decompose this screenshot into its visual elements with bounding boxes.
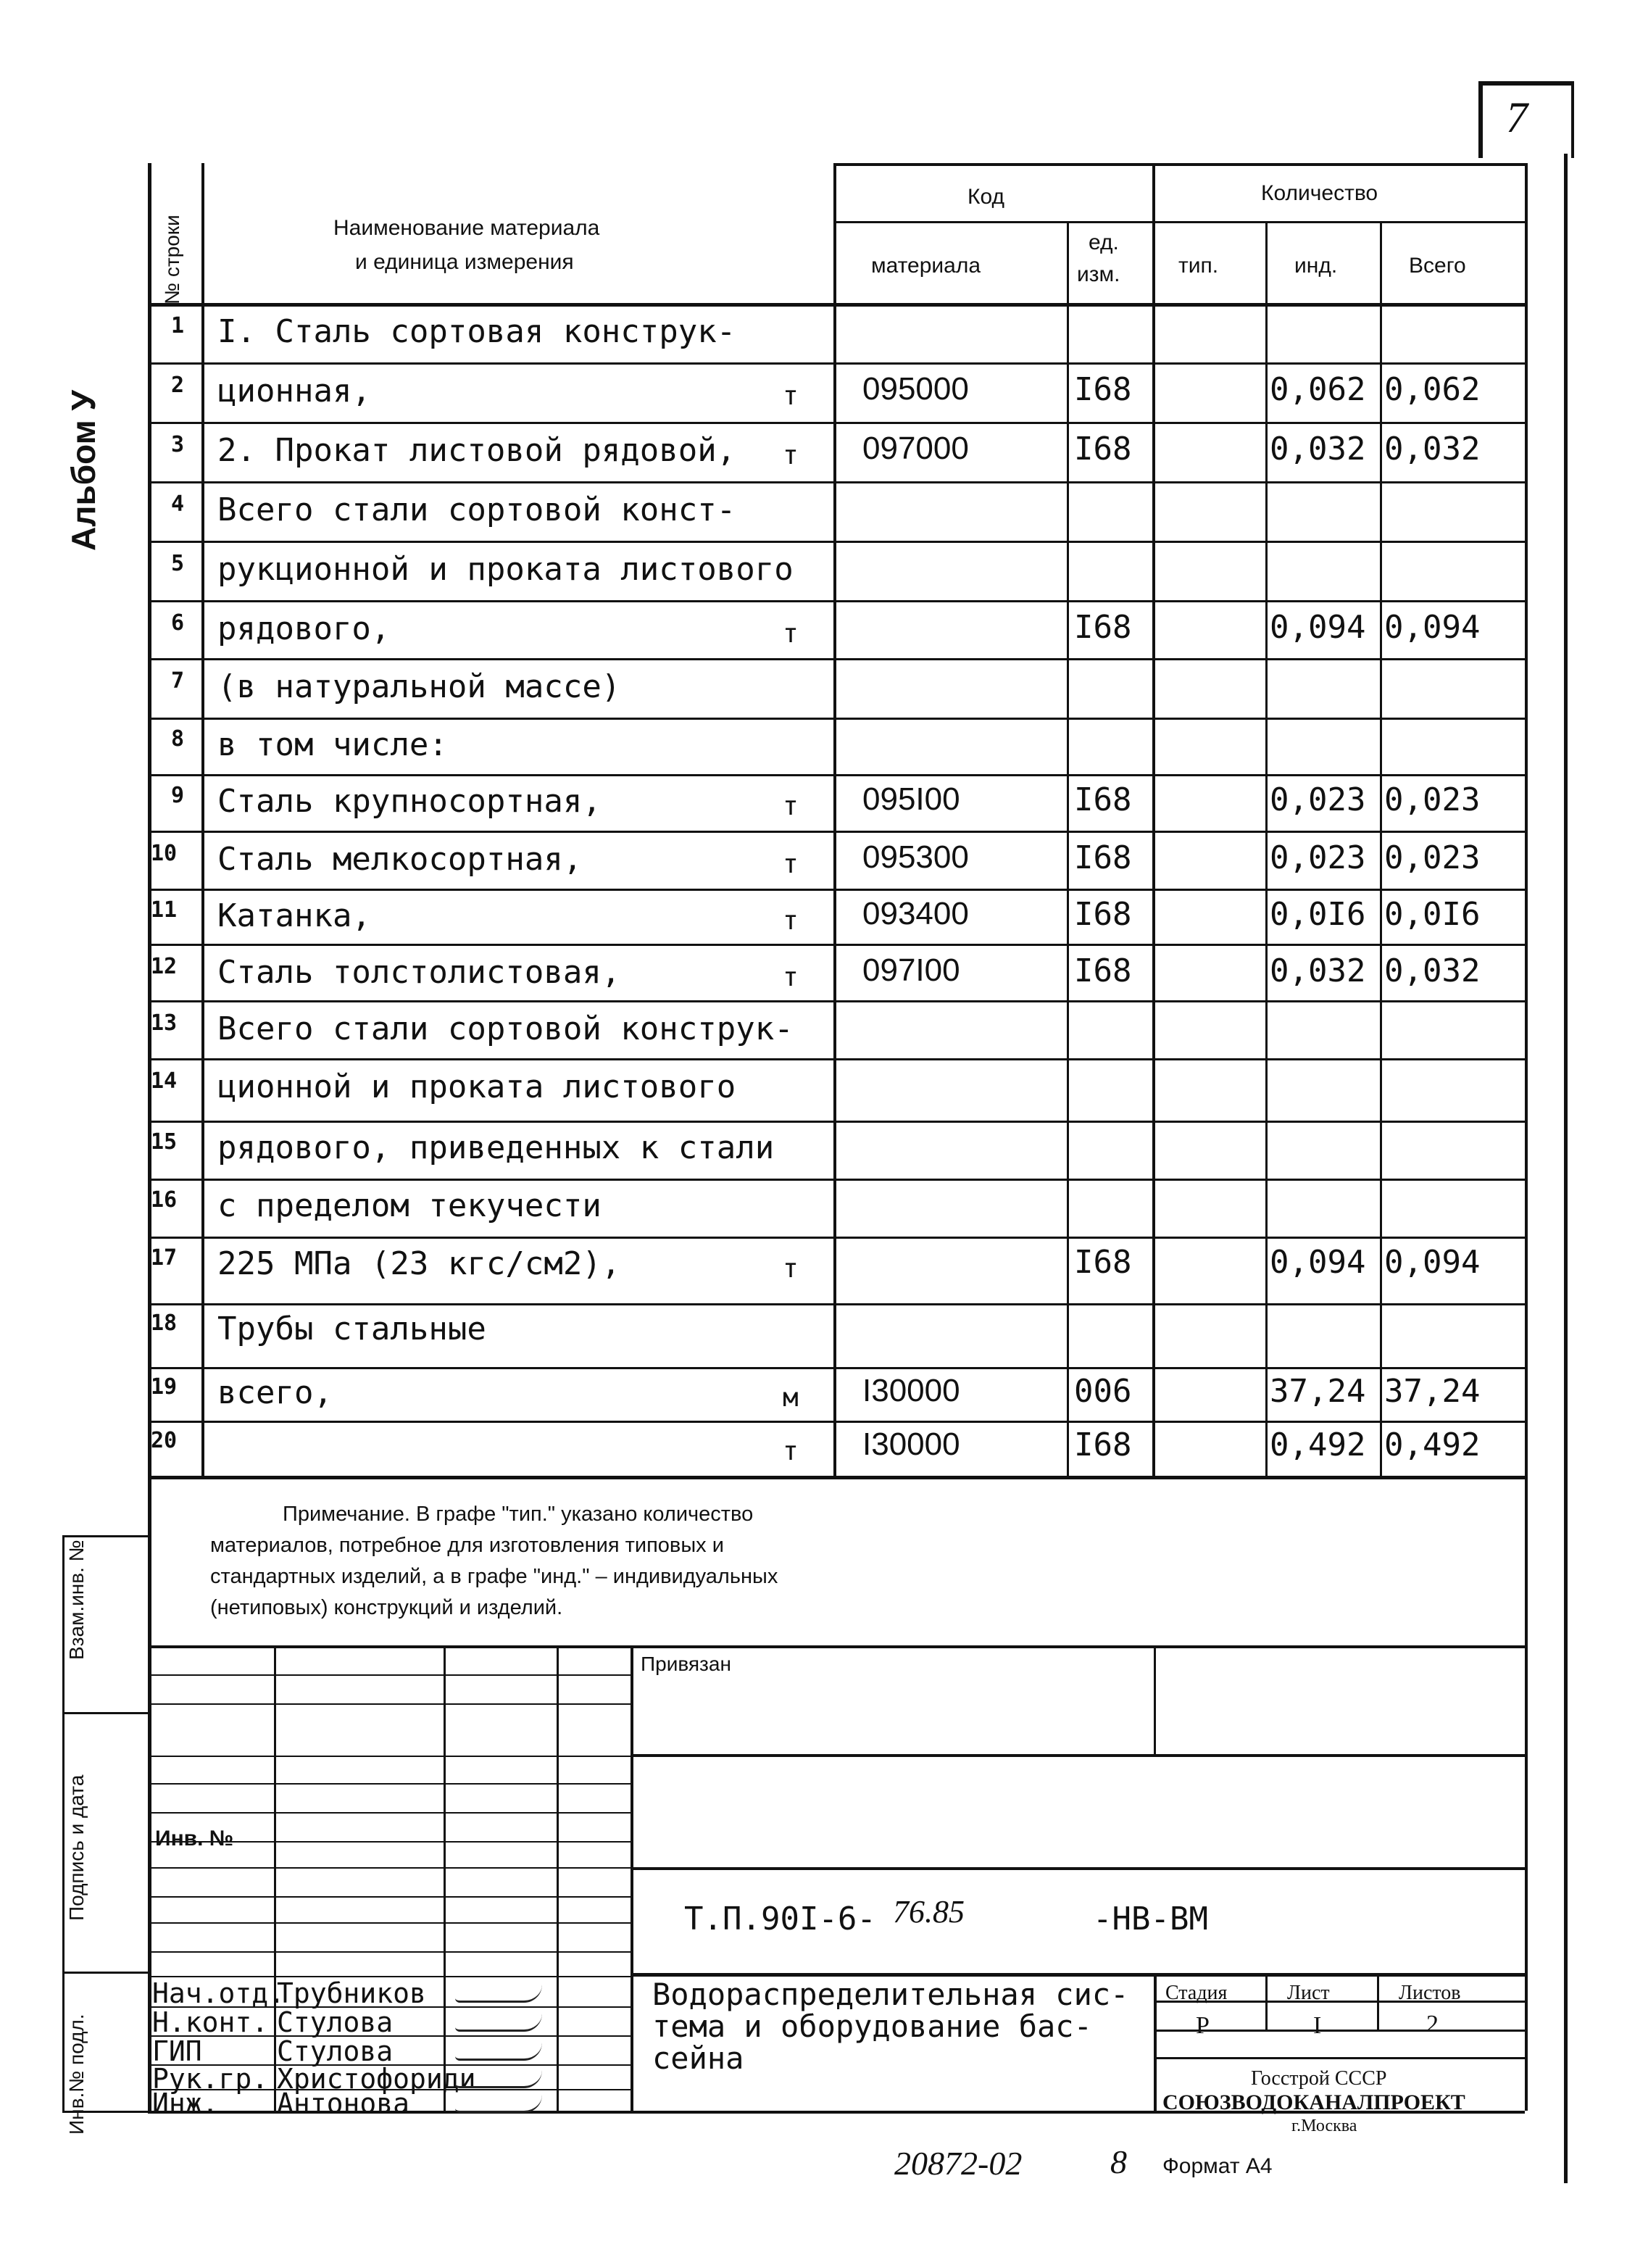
org-line-2: СОЮЗВОДОКАНАЛПРОЕКТ (1162, 2090, 1465, 2114)
stamp-line (62, 1712, 148, 1714)
stamp-line (62, 1535, 148, 1537)
row-material-code: 095I00 (862, 781, 960, 817)
stamp-line (631, 1645, 633, 2111)
row-number: 16 (151, 1187, 178, 1213)
footer-format: Формат А4 (1162, 2154, 1273, 2178)
row-material-code: I30000 (862, 1426, 960, 1462)
row-material-name: Всего стали сортовой конст- (217, 491, 736, 528)
header-total: Всего (1409, 254, 1466, 278)
row-number: 19 (151, 1374, 178, 1400)
note-line: материалов, потребное для изготовления типовых и (210, 1534, 724, 1557)
grid-line (148, 1179, 1525, 1181)
row-material-code: 095000 (862, 371, 969, 407)
row-material-name: Всего стали сортовой конструк- (217, 1010, 794, 1047)
row-unit-code: I68 (1074, 371, 1132, 408)
row-unit-code: I68 (1074, 952, 1132, 989)
header-code: Код (968, 185, 1005, 209)
signature (455, 2070, 542, 2088)
stamp-line (1525, 1476, 1528, 2111)
sheets-label: Листов (1399, 1982, 1461, 2004)
row-ind: 0,094 (1270, 609, 1366, 646)
row-ind: 0,023 (1270, 781, 1366, 818)
row-unit-code: I68 (1074, 609, 1132, 646)
grid-line (148, 658, 1525, 660)
project-title-line: Водораспределительная сис- (652, 1977, 1129, 2012)
grid-line (833, 163, 1525, 166)
row-material-code: 093400 (862, 896, 969, 931)
stamp-line (148, 1674, 631, 1676)
grid-line (148, 718, 1525, 720)
row-total: 0,032 (1384, 952, 1481, 989)
row-number: 12 (151, 954, 178, 979)
project-title-line: сейна (652, 2040, 744, 2076)
note-block (210, 1499, 778, 1624)
row-unit-code: I68 (1074, 1426, 1132, 1463)
row-number: 5 (171, 551, 185, 576)
sheets-value: 2 (1426, 2011, 1439, 2038)
row-number: 8 (171, 726, 185, 752)
grid-line (148, 831, 1525, 833)
side-label-inv-podl: Инв.№ подл. (65, 2014, 88, 2135)
row-material-name: ционной и проката листового (217, 1068, 736, 1105)
sheet-label: Лист (1287, 1982, 1330, 2004)
row-material-name: 225 МПа (23 кгс/см2), (217, 1245, 621, 1282)
signer-name: Антонова (277, 2088, 410, 2119)
header-unit-code-1: ед. (1089, 230, 1119, 254)
row-number: 14 (151, 1068, 178, 1094)
header-material-code: материала (871, 254, 981, 278)
inv-no-label: Инв. № (155, 1827, 234, 1850)
row-ind: 0,062 (1270, 371, 1366, 408)
grid-line (148, 889, 1525, 891)
row-material-code: 097I00 (862, 952, 960, 988)
header-name-line2: и единица измерения (355, 250, 574, 274)
stamp-line (444, 1645, 446, 2111)
grid-line (1265, 221, 1268, 1476)
stamp-line (62, 1535, 65, 2111)
grid-line (1380, 221, 1382, 1476)
row-material-name: рядового, (217, 610, 391, 647)
row-total: 0,094 (1384, 1244, 1481, 1281)
header-ind: инд. (1294, 254, 1338, 278)
stamp-line (148, 1645, 150, 2111)
stamp-line (1154, 1973, 1157, 2111)
doc-code-suffix: -НВ-ВМ (1093, 1901, 1208, 1937)
row-unit-code: I68 (1074, 431, 1132, 468)
org-line-3: г.Москва (1291, 2117, 1357, 2135)
org-line-1: Госстрой СССР (1251, 2067, 1387, 2090)
stage-label: Стадия (1165, 1982, 1228, 2004)
row-material-name: I. Сталь сортовая конструк- (217, 313, 736, 350)
album-label: Альбом У (65, 389, 102, 551)
grid-line (1067, 221, 1069, 1476)
note-line: стандартных изделий, а в графе "инд." – индивидуальных (210, 1565, 778, 1588)
row-unit: т (783, 792, 799, 821)
row-number: 15 (151, 1129, 178, 1155)
stamp-line (62, 1972, 148, 1974)
row-unit: т (783, 906, 799, 936)
signer-role: Рук.гр. (152, 2063, 269, 2095)
row-unit: т (783, 1254, 799, 1284)
row-material-code: 095300 (862, 839, 969, 875)
grid-line (833, 221, 1525, 223)
stamp-line (148, 1867, 631, 1869)
sheet-right-border (1564, 154, 1568, 2183)
signer-role: Н.конт. (152, 2006, 269, 2038)
row-unit-code: I68 (1074, 781, 1132, 818)
grid-line (148, 163, 151, 1476)
row-material-name: всего, (217, 1374, 333, 1411)
grid-line (148, 1367, 1525, 1369)
row-number: 4 (171, 491, 185, 517)
row-ind: 0,492 (1270, 1426, 1366, 1463)
signature (455, 2014, 542, 2032)
row-material-name: Сталь мелкосортная, (217, 841, 583, 878)
row-material-name: 2. Прокат листовой рядовой, (217, 432, 736, 469)
row-number: 17 (151, 1245, 178, 1271)
signer-role: Инж. (152, 2088, 219, 2119)
grid-line (148, 1058, 1525, 1060)
row-unit-code: 006 (1074, 1373, 1132, 1410)
stamp-line (631, 1754, 1525, 1757)
row-number: 11 (151, 897, 178, 923)
stamp-line (148, 1951, 631, 1953)
stamp-line (148, 1812, 631, 1814)
stamp-line (1154, 1645, 1156, 1754)
row-material-name: (в натуральной массе) (217, 668, 621, 705)
page-number: 7 (1506, 94, 1528, 141)
row-material-code: 097000 (862, 431, 969, 466)
row-total: 0,032 (1384, 431, 1481, 468)
row-number: 3 (171, 432, 185, 457)
row-total: 0,023 (1384, 839, 1481, 876)
row-number: 2 (171, 373, 185, 398)
row-ind: 0,023 (1270, 839, 1366, 876)
grid-line (1525, 163, 1528, 1476)
row-number: 9 (171, 783, 185, 808)
row-total: 0,094 (1384, 609, 1481, 646)
grid-line (148, 1303, 1525, 1305)
stage-value: Р (1196, 2012, 1210, 2039)
grid-line (148, 600, 1525, 602)
grid-line (148, 362, 1525, 365)
grid-line (148, 481, 1525, 483)
grid-line (148, 541, 1525, 543)
row-total: 0,062 (1384, 371, 1481, 408)
grid-line (148, 1237, 1525, 1239)
signer-name: Стулова (277, 2035, 394, 2067)
row-total: 37,24 (1384, 1373, 1481, 1410)
stamp-line (148, 1703, 631, 1705)
row-ind: 0,094 (1270, 1244, 1366, 1281)
grid-line (148, 774, 1525, 776)
note-line: (нетиповых) конструкций и изделий. (210, 1596, 563, 1619)
row-material-code: I30000 (862, 1373, 960, 1408)
signature (455, 2095, 542, 2113)
grid-line (148, 944, 1525, 946)
footer-number: 20872-02 (894, 2145, 1023, 2182)
grid-line (148, 1421, 1525, 1423)
sheet-value: I (1313, 2012, 1322, 2039)
row-unit: м (783, 1383, 799, 1413)
row-material-name: Сталь крупносортная, (217, 783, 602, 820)
stamp-line (557, 1645, 559, 2111)
row-number: 10 (151, 841, 178, 866)
row-unit: т (783, 619, 799, 649)
stamp-line (148, 1896, 631, 1898)
row-unit: т (783, 441, 799, 470)
signer-name: Христофориди (277, 2063, 476, 2095)
row-total: 0,0I6 (1384, 896, 1481, 933)
row-material-name: Сталь толстолистовая, (217, 954, 621, 991)
header-quantity: Количество (1261, 181, 1378, 205)
row-ind: 0,0I6 (1270, 896, 1366, 933)
side-label-podpis: Подпись и дата (65, 1774, 88, 1921)
doc-code-handwritten: 76.85 (893, 1894, 965, 1930)
signature (455, 1985, 542, 2003)
stamp-line (1377, 1973, 1379, 2030)
grid-line (201, 163, 204, 1476)
privyazan-label: Привязан (641, 1653, 731, 1675)
note-line: Примечание. В графе "тип." указано количество (283, 1503, 754, 1526)
row-material-name: в том числе: (217, 726, 448, 763)
row-unit-code: I68 (1074, 896, 1132, 933)
row-unit: т (783, 1437, 799, 1466)
row-unit: т (783, 850, 799, 879)
header-typ: тип. (1178, 254, 1219, 278)
grid-line (148, 422, 1525, 424)
row-ind: 0,032 (1270, 952, 1366, 989)
row-unit-code: I68 (1074, 839, 1132, 876)
row-total: 0,492 (1384, 1426, 1481, 1463)
stamp-line (148, 1783, 631, 1785)
signer-name: Трубников (277, 1977, 426, 2009)
header-row-no: № строки (161, 215, 183, 304)
grid-line (148, 1476, 1525, 1479)
stamp-line (148, 1922, 631, 1924)
header-unit-code-2: изм. (1077, 262, 1120, 286)
row-material-name: рядового, приведенных к стали (217, 1129, 775, 1166)
row-number: 6 (171, 610, 185, 636)
row-unit: т (783, 381, 799, 411)
row-number: 20 (151, 1428, 178, 1453)
signer-role: Нач.отд. (152, 1977, 286, 2009)
signer-name: Стулова (277, 2006, 394, 2038)
row-number: 1 (171, 313, 185, 338)
stamp-line (1265, 1973, 1268, 2030)
grid-line (148, 1000, 1525, 1002)
grid-line (833, 163, 836, 1476)
row-material-name: Катанка, (217, 897, 371, 934)
grid-line (148, 1121, 1525, 1123)
doc-code-prefix: Т.П.90I-6- (684, 1901, 876, 1937)
row-material-name: с пределом текучести (217, 1187, 602, 1224)
project-title (652, 1979, 1128, 2074)
stamp-line (148, 1756, 631, 1757)
project-title-line: тема и оборудование бас- (652, 2009, 1092, 2044)
footer-handwritten: 8 (1110, 2143, 1127, 2180)
header-name-line1: Наименование материала (333, 216, 600, 240)
row-material-name: рукционной и проката листового (217, 551, 794, 588)
row-unit: т (783, 963, 799, 992)
row-ind: 37,24 (1270, 1373, 1366, 1410)
stamp-line (274, 1645, 276, 2111)
stamp-line (148, 1645, 1525, 1648)
row-material-name: ционная, (217, 373, 371, 410)
row-ind: 0,032 (1270, 431, 1366, 468)
row-number: 13 (151, 1010, 178, 1036)
row-material-name: Трубы стальные (217, 1310, 486, 1347)
stamp-line (1154, 2057, 1525, 2059)
signer-role: ГИП (152, 2035, 202, 2067)
row-number: 7 (171, 668, 185, 694)
side-label-vzam: Взам.инв. № (65, 1540, 88, 1660)
grid-line (148, 303, 1525, 307)
grid-line (1152, 163, 1155, 1476)
row-unit-code: I68 (1074, 1244, 1132, 1281)
stamp-line (631, 1867, 1525, 1870)
row-total: 0,023 (1384, 781, 1481, 818)
row-number: 18 (151, 1310, 178, 1336)
signature (455, 2043, 542, 2061)
